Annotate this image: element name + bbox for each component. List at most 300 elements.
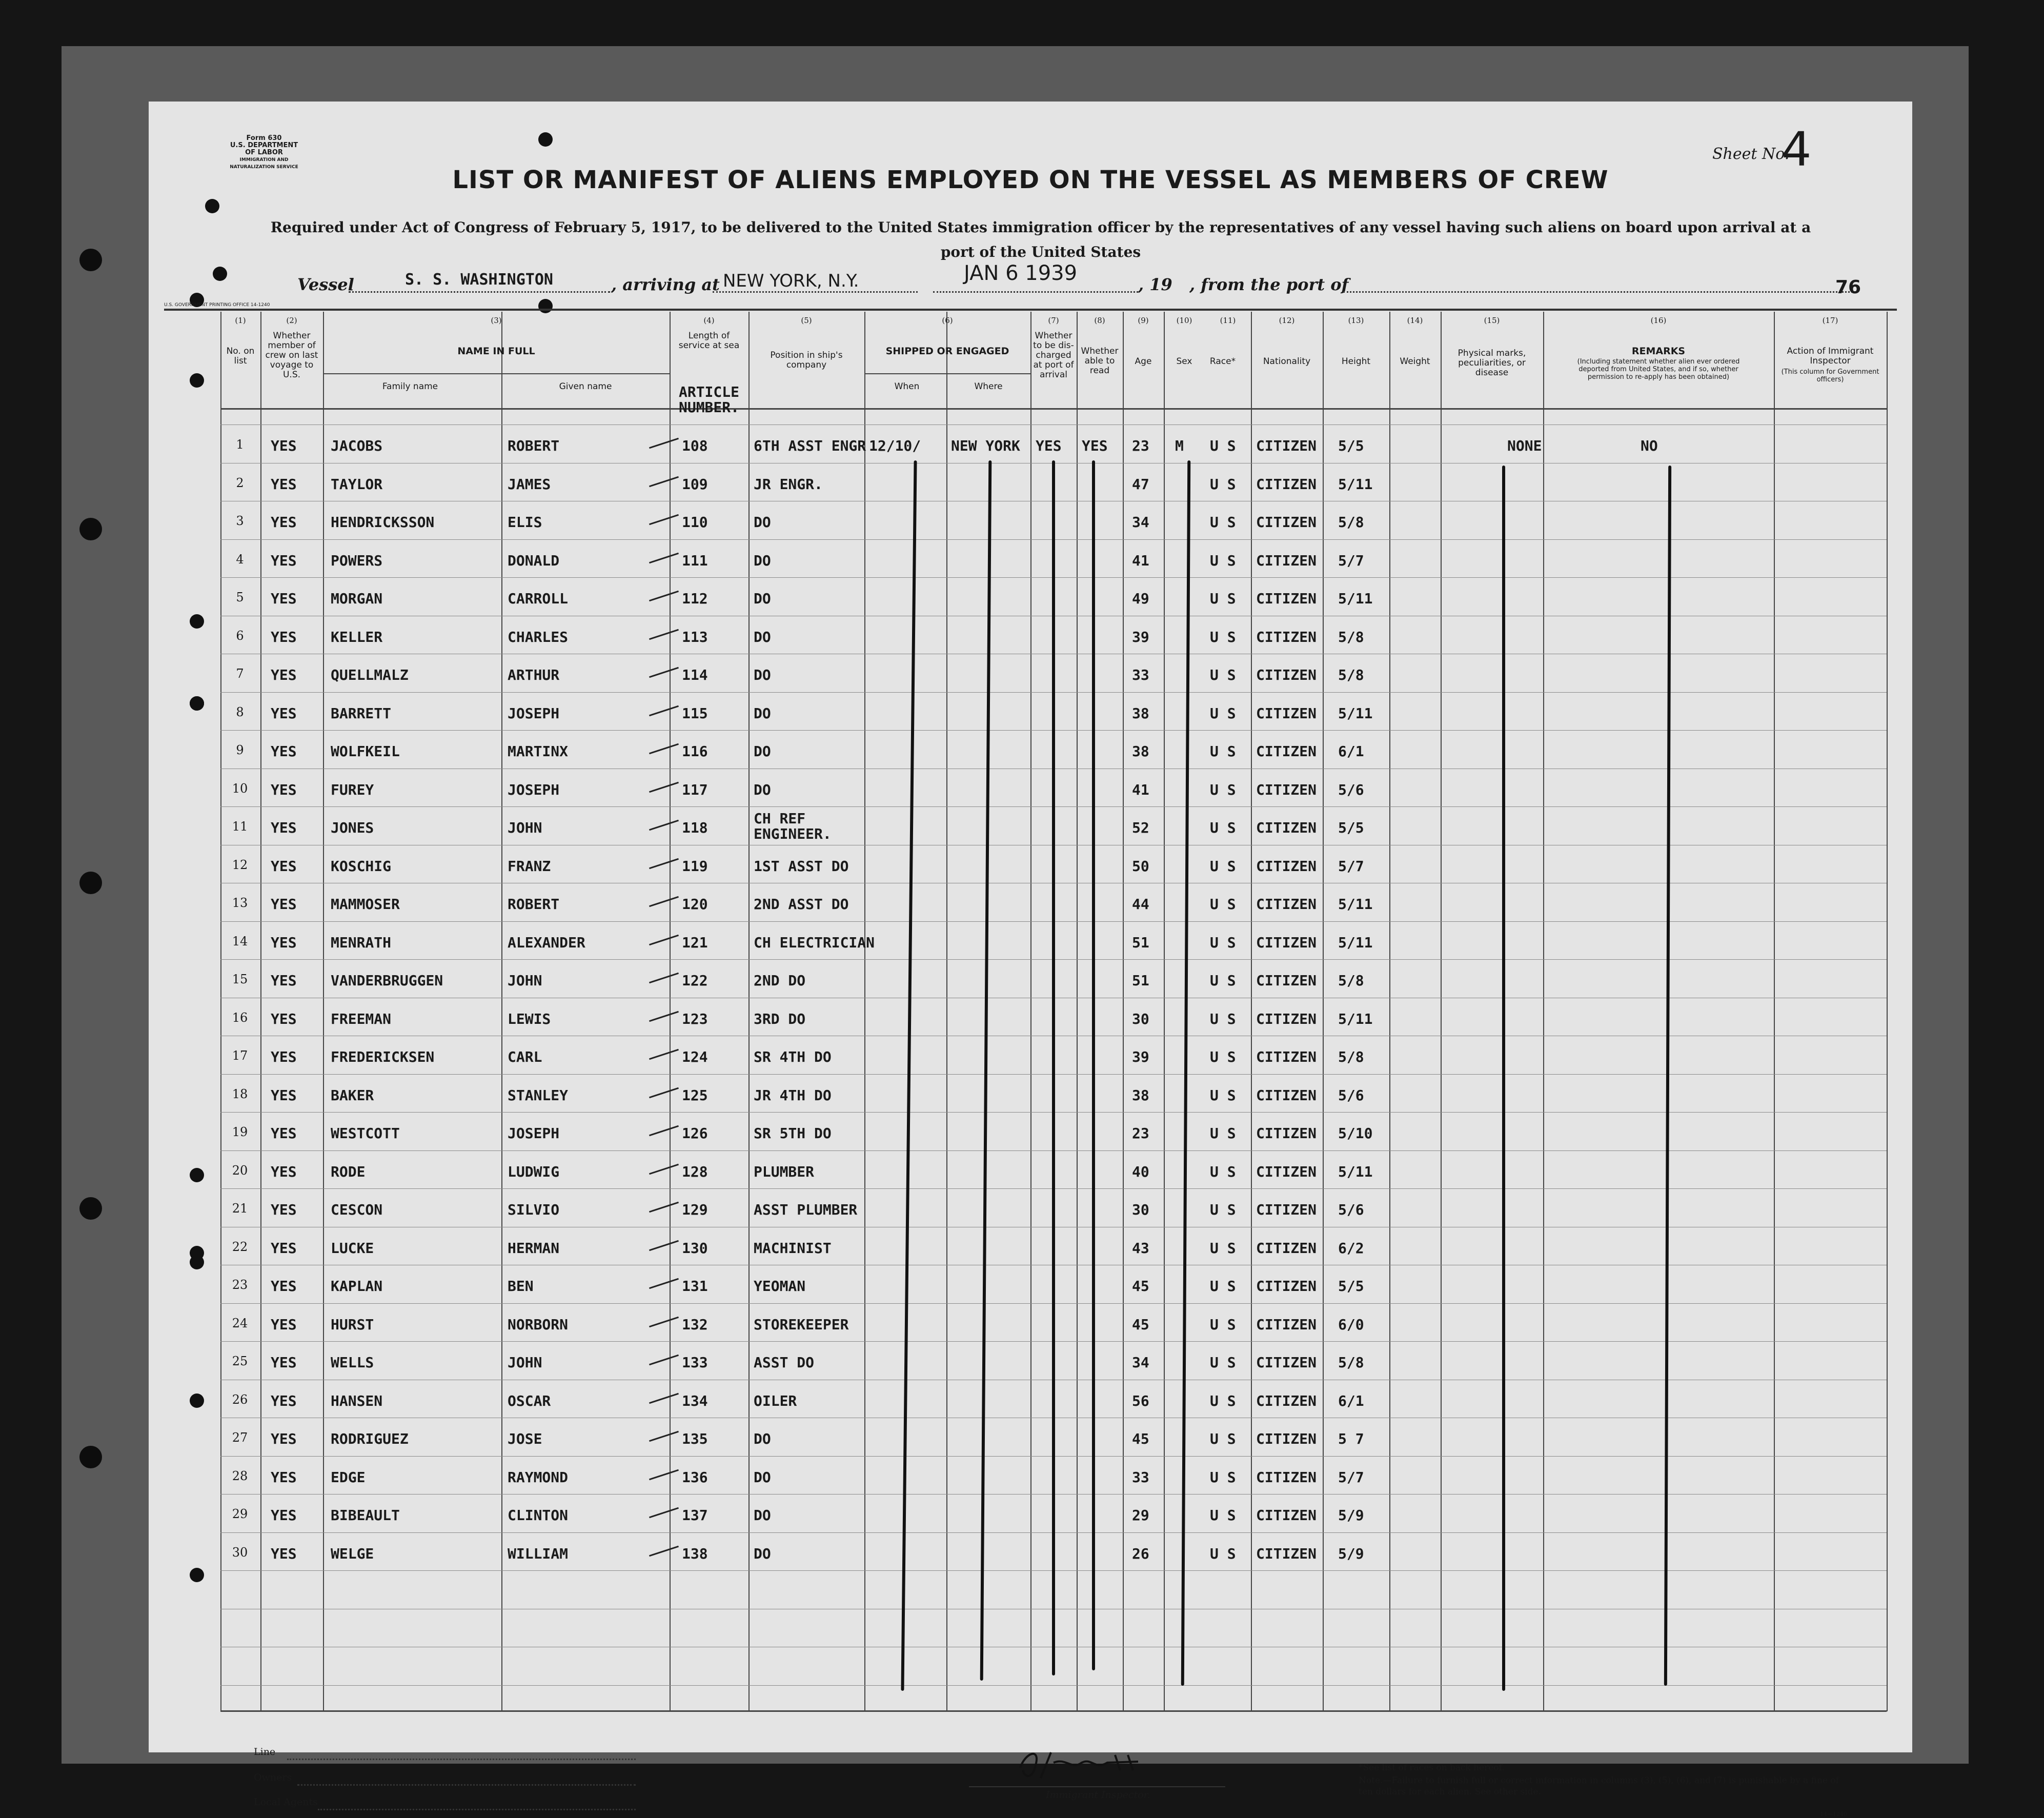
cell-given: CLINTON — [508, 1507, 569, 1524]
page-mark: 76 — [1835, 277, 1861, 298]
cell-when: 12/10/ — [869, 437, 921, 454]
cell-nationality: CITIZEN — [1256, 590, 1317, 607]
table-row — [149, 1163, 1912, 1201]
binder-hole — [79, 1446, 102, 1468]
cell-nationality: CITIZEN — [1256, 1201, 1317, 1218]
col-header-age: Age — [1135, 356, 1152, 367]
cell-age: 30 — [1132, 1201, 1149, 1218]
cell-race: U S — [1210, 1392, 1236, 1409]
cell-race: U S — [1210, 972, 1236, 989]
article-check-mark — [649, 1278, 679, 1289]
cell-prev: YES — [271, 857, 297, 875]
header-bottom-rule — [220, 408, 1887, 410]
cell-prev: YES — [271, 1392, 297, 1409]
cell-remarks: NO — [1641, 437, 1658, 454]
cell-family: EDGE — [331, 1468, 366, 1486]
cell-prev: YES — [271, 628, 297, 645]
cell-family: RODRIGUEZ — [331, 1430, 409, 1447]
cell-prev: YES — [271, 1086, 297, 1104]
cell-no: 30 — [232, 1545, 248, 1560]
col-header-name: NAME IN FULL — [457, 346, 535, 357]
cell-family: TAYLOR — [331, 475, 383, 493]
cell-height: 5/11 — [1338, 1010, 1373, 1027]
cell-race: U S — [1210, 1201, 1236, 1218]
cell-position: DO — [754, 1430, 771, 1447]
article-check-mark — [649, 667, 679, 678]
cell-prev: YES — [271, 590, 297, 607]
article-check-mark — [649, 1202, 679, 1213]
cell-nationality: CITIZEN — [1256, 1316, 1317, 1333]
table-row — [149, 1545, 1912, 1583]
cell-age: 34 — [1132, 1354, 1149, 1371]
cell-age: 41 — [1132, 552, 1149, 569]
cell-race: U S — [1210, 1468, 1236, 1486]
cell-height: 5/11 — [1338, 704, 1373, 722]
col-num: (11) — [1220, 316, 1236, 325]
cell-nationality: CITIZEN — [1256, 1010, 1317, 1027]
cell-height: 5/8 — [1338, 514, 1364, 531]
cell-position: MACHINIST — [754, 1239, 832, 1257]
cell-article: 119 — [682, 857, 708, 875]
cell-given: JOSE — [508, 1430, 542, 1447]
cell-family: POWERS — [331, 552, 383, 569]
cell-article: 124 — [682, 1048, 708, 1065]
cell-position: DO — [754, 743, 771, 760]
cell-race: U S — [1210, 628, 1236, 645]
cell-nationality: CITIZEN — [1256, 1354, 1317, 1371]
cell-prev: YES — [271, 1468, 297, 1486]
cell-article: 111 — [682, 552, 708, 569]
cell-prev: YES — [271, 1010, 297, 1027]
cell-prev: YES — [271, 1278, 297, 1295]
cell-position: ASST DO — [754, 1354, 815, 1371]
table-row — [149, 552, 1912, 590]
cell-no: 20 — [232, 1163, 248, 1178]
article-check-mark — [649, 1431, 679, 1442]
col-header-shipped: SHIPPED OR ENGAGED — [885, 346, 1009, 357]
col-num: (8) — [1094, 316, 1105, 325]
cell-given: STANLEY — [508, 1086, 569, 1104]
cell-position: SR 4TH DO — [754, 1048, 832, 1065]
cell-age: 47 — [1132, 475, 1149, 493]
cell-prev: YES — [271, 475, 297, 493]
col-header-read: Whether able to read — [1081, 346, 1119, 376]
article-check-mark — [649, 1125, 679, 1136]
cell-family: FUREY — [331, 781, 374, 798]
cell-family: BIBEAULT — [331, 1507, 400, 1524]
cell-no: 24 — [232, 1316, 248, 1330]
cell-family: KELLER — [331, 628, 383, 645]
cell-given: JOHN — [508, 819, 542, 836]
cell-prev: YES — [271, 514, 297, 531]
cell-age: 40 — [1132, 1163, 1149, 1180]
cell-family: WELGE — [331, 1545, 374, 1562]
cell-height: 5/11 — [1338, 475, 1373, 493]
cell-age: 26 — [1132, 1545, 1149, 1562]
col-header-given: Given name — [559, 381, 612, 392]
cell-prev: YES — [271, 1354, 297, 1371]
table-row — [149, 1507, 1912, 1545]
cell-article: 135 — [682, 1430, 708, 1447]
cell-height: 5/5 — [1338, 437, 1364, 454]
cell-family: FREDERICKSEN — [331, 1048, 435, 1065]
cell-family: LUCKE — [331, 1239, 374, 1257]
cell-given: FRANZ — [508, 857, 551, 875]
cell-article: 116 — [682, 743, 708, 760]
cell-family: CESCON — [331, 1201, 383, 1218]
cell-age: 51 — [1132, 934, 1149, 951]
cell-article: 128 — [682, 1163, 708, 1180]
cell-race: U S — [1210, 704, 1236, 722]
binder-hole — [79, 1197, 102, 1220]
cell-read: YES — [1082, 437, 1108, 454]
cell-position: 2ND ASST DO — [754, 896, 849, 913]
cell-race: U S — [1210, 437, 1236, 454]
cell-race: U S — [1210, 1354, 1236, 1371]
col-num: (3) — [491, 316, 502, 325]
cell-no: 27 — [232, 1430, 248, 1445]
cell-article: 126 — [682, 1125, 708, 1142]
cell-height: 5/8 — [1338, 628, 1364, 645]
table-row — [149, 896, 1912, 934]
footer-line-label: Line — [254, 1746, 276, 1758]
cell-no: 25 — [232, 1354, 248, 1368]
shipped-subrule — [864, 373, 1030, 374]
footer-code: 14—1240 — [1820, 1811, 1847, 1817]
cell-given: CARL — [508, 1048, 542, 1065]
col-num: (13) — [1348, 316, 1364, 325]
cell-nationality: CITIZEN — [1256, 1468, 1317, 1486]
year-label: , 19 — [1138, 275, 1172, 294]
cell-position: DO — [754, 1468, 771, 1486]
col-header-inspector: Action of Immigrant Inspector — [1787, 346, 1874, 366]
cell-nationality: CITIZEN — [1256, 972, 1317, 989]
cell-height: 5 7 — [1338, 1430, 1364, 1447]
cell-no: 8 — [236, 704, 244, 719]
article-check-mark — [649, 934, 679, 945]
cell-family: FREEMAN — [331, 1010, 392, 1027]
article-check-mark — [649, 781, 679, 792]
ditto-pen-line — [1502, 466, 1505, 1691]
cell-prev: YES — [271, 666, 297, 683]
article-check-mark — [649, 820, 679, 831]
col-num: (9) — [1138, 316, 1149, 325]
vessel-line — [297, 261, 1876, 298]
cell-nationality: CITIZEN — [1256, 437, 1317, 454]
cell-article: 109 — [682, 475, 708, 493]
binder-hole — [79, 518, 102, 540]
cell-age: 44 — [1132, 896, 1149, 913]
article-check-mark — [649, 1392, 679, 1403]
col-header-remarks: REMARKS — [1631, 346, 1686, 357]
cell-race: U S — [1210, 819, 1236, 836]
cell-article: 131 — [682, 1278, 708, 1295]
cell-race: U S — [1210, 1430, 1236, 1447]
cell-race: U S — [1210, 1507, 1236, 1524]
cell-article: 122 — [682, 972, 708, 989]
cell-height: 6/1 — [1338, 743, 1364, 760]
cell-prev: YES — [271, 972, 297, 989]
cell-article: 110 — [682, 514, 708, 531]
cell-position: CH REF ENGINEER. — [754, 810, 832, 842]
cell-position: DO — [754, 514, 771, 531]
cell-given: RAYMOND — [508, 1468, 569, 1486]
cell-nationality: CITIZEN — [1256, 896, 1317, 913]
cell-age: 43 — [1132, 1239, 1149, 1257]
col-header-no: No. on list — [226, 346, 255, 366]
cell-no: 4 — [236, 552, 244, 567]
article-check-mark — [649, 705, 679, 716]
inspector-underline — [969, 1786, 1225, 1787]
cell-race: U S — [1210, 666, 1236, 683]
cell-article: 133 — [682, 1354, 708, 1371]
cell-prev: YES — [271, 743, 297, 760]
cell-family: MENRATH — [331, 934, 392, 951]
cell-given: JOSEPH — [508, 781, 560, 798]
cell-family: HENDRICKSSON — [331, 514, 435, 531]
cell-age: 51 — [1132, 972, 1149, 989]
cell-height: 5/11 — [1338, 934, 1373, 951]
cell-article: 130 — [682, 1239, 708, 1257]
cell-height: 5/9 — [1338, 1545, 1364, 1562]
cell-age: 23 — [1132, 437, 1149, 454]
cell-no: 21 — [232, 1201, 248, 1216]
cell-article: 136 — [682, 1468, 708, 1486]
cell-no: 16 — [232, 1010, 248, 1025]
article-check-mark — [649, 1316, 679, 1327]
ditto-pen-line — [1052, 460, 1055, 1675]
punch-mark — [205, 199, 219, 213]
punch-mark — [213, 267, 227, 281]
cell-position: DO — [754, 1507, 771, 1524]
cell-race: U S — [1210, 1048, 1236, 1065]
cell-age: 29 — [1132, 1507, 1149, 1524]
cell-prev: YES — [271, 819, 297, 836]
arrival-port: NEW YORK, N.Y. — [723, 271, 859, 291]
cell-family: HURST — [331, 1316, 374, 1333]
cell-article: 114 — [682, 666, 708, 683]
cell-family: WOLFKEIL — [331, 743, 400, 760]
col-num: (17) — [1822, 316, 1838, 325]
table-row — [149, 1011, 1912, 1048]
cell-family: KOSCHIG — [331, 857, 392, 875]
table-row — [149, 590, 1912, 628]
cell-nationality: CITIZEN — [1256, 1278, 1317, 1295]
cell-position: DO — [754, 666, 771, 683]
punch-mark — [190, 373, 204, 388]
cell-nationality: CITIZEN — [1256, 514, 1317, 531]
cell-race: U S — [1210, 475, 1236, 493]
cell-family: HANSEN — [331, 1392, 383, 1409]
cell-height: 5/11 — [1338, 590, 1373, 607]
cell-height: 5/6 — [1338, 1086, 1364, 1104]
cell-nationality: CITIZEN — [1256, 628, 1317, 645]
cell-given: ALEXANDER — [508, 934, 585, 951]
cell-age: 49 — [1132, 590, 1149, 607]
cell-position: DO — [754, 590, 771, 607]
cell-nationality: CITIZEN — [1256, 1163, 1317, 1180]
cell-position: DO — [754, 704, 771, 722]
cell-race: U S — [1210, 934, 1236, 951]
cell-height: 5/6 — [1338, 1201, 1364, 1218]
cell-family: BARRETT — [331, 704, 392, 722]
article-check-mark — [649, 1469, 679, 1480]
cell-given: HERMAN — [508, 1239, 560, 1257]
table-row — [149, 1087, 1912, 1125]
sheet-label: Sheet No. — [1712, 145, 1790, 163]
cell-given: LEWIS — [508, 1010, 551, 1027]
cell-given: JOSEPH — [508, 704, 560, 722]
cell-nationality: CITIZEN — [1256, 934, 1317, 951]
cell-article: 138 — [682, 1545, 708, 1562]
article-check-mark — [649, 973, 679, 983]
col-header-marks: Physical marks, peculiarities, or disease — [1458, 348, 1526, 378]
cell-nationality: CITIZEN — [1256, 743, 1317, 760]
article-check-mark — [649, 858, 679, 868]
cell-given: CARROLL — [508, 590, 569, 607]
table-row — [149, 1048, 1912, 1086]
table-row — [149, 743, 1912, 781]
cell-height: 5/8 — [1338, 1048, 1364, 1065]
cell-position: ASST PLUMBER — [754, 1201, 858, 1218]
cell-race: U S — [1210, 1010, 1236, 1027]
cell-article: 117 — [682, 781, 708, 798]
article-check-mark — [649, 1087, 679, 1098]
row-rule — [220, 1685, 1887, 1686]
cell-prev: YES — [271, 1430, 297, 1447]
cell-given: JOHN — [508, 1354, 542, 1371]
cell-prev: YES — [271, 781, 297, 798]
cell-height: 5/11 — [1338, 1163, 1373, 1180]
cell-position: 3RD DO — [754, 1010, 806, 1027]
cell-position: DO — [754, 628, 771, 645]
cell-height: 5/6 — [1338, 781, 1364, 798]
cell-height: 5/8 — [1338, 972, 1364, 989]
cell-position: 1ST ASST DO — [754, 857, 849, 875]
footer-agents-label: Local Agents — [254, 1796, 318, 1808]
cell-given: ROBERT — [508, 896, 560, 913]
cell-position: PLUMBER — [754, 1163, 815, 1180]
cell-prev: YES — [271, 704, 297, 722]
table-row — [149, 1354, 1912, 1392]
cell-article: 137 — [682, 1507, 708, 1524]
col-header-family: Family name — [382, 381, 438, 392]
col-header-where: Where — [974, 381, 1003, 392]
race-note: *See list of races on back hereof. — [1359, 1763, 1505, 1773]
cell-age: 38 — [1132, 743, 1149, 760]
article-check-mark — [649, 1240, 679, 1250]
cell-age: 56 — [1132, 1392, 1149, 1409]
cell-no: 10 — [232, 781, 248, 796]
table-row — [149, 1278, 1912, 1316]
col-num: (16) — [1650, 316, 1667, 325]
ditto-pen-line — [1092, 460, 1095, 1670]
article-check-mark — [649, 438, 679, 449]
cell-no: 22 — [232, 1239, 248, 1254]
from-port-label: , from the port of — [1189, 275, 1349, 294]
cell-given: JAMES — [508, 475, 551, 493]
arrival-date: JAN 6 1939 — [964, 261, 1078, 285]
cell-given: DONALD — [508, 552, 560, 569]
cell-family: QUELLMALZ — [331, 666, 409, 683]
sheet-number: 4 — [1782, 122, 1812, 177]
manifest-page — [149, 102, 1912, 1817]
inspector-signature — [1005, 1742, 1210, 1783]
cell-family: JONES — [331, 819, 374, 836]
cell-article: 118 — [682, 819, 708, 836]
cell-age: 38 — [1132, 704, 1149, 722]
binder-hole — [79, 249, 102, 271]
table-row — [149, 1469, 1912, 1507]
arriving-label: , arriving at — [611, 275, 720, 294]
cell-race: U S — [1210, 1545, 1236, 1562]
col-header-article: ARTICLE NUMBER. — [678, 383, 739, 416]
cell-article: 115 — [682, 704, 708, 722]
cell-nationality: CITIZEN — [1256, 475, 1317, 493]
cell-race: U S — [1210, 1163, 1236, 1180]
cell-race: U S — [1210, 1125, 1236, 1142]
cell-article: 108 — [682, 437, 708, 454]
cell-given: WILLIAM — [508, 1545, 569, 1562]
cell-family: MORGAN — [331, 590, 383, 607]
cell-family: KAPLAN — [331, 1278, 383, 1295]
cell-prev: YES — [271, 934, 297, 951]
cell-age: 52 — [1132, 819, 1149, 836]
cell-prev: YES — [271, 1125, 297, 1142]
cell-race: U S — [1210, 781, 1236, 798]
cell-nationality: CITIZEN — [1256, 1048, 1317, 1065]
table-row — [149, 972, 1912, 1010]
cell-given: LUDWIG — [508, 1163, 560, 1180]
cell-position: CH ELECTRICIAN — [754, 934, 875, 951]
cell-race: U S — [1210, 1239, 1236, 1257]
col-header-service: Length of service at sea — [678, 331, 740, 351]
cell-height: 5/5 — [1338, 1278, 1364, 1295]
article-check-mark — [649, 552, 679, 563]
cell-no: 2 — [236, 475, 244, 490]
cell-height: 5/10 — [1338, 1125, 1373, 1142]
table-top-rule — [164, 309, 1897, 311]
table-row — [149, 1240, 1912, 1278]
col-header-race: Race* — [1209, 356, 1236, 367]
cell-no: 5 — [236, 590, 244, 604]
cell-nationality: CITIZEN — [1256, 704, 1317, 722]
cell-nationality: CITIZEN — [1256, 857, 1317, 875]
cell-nationality: CITIZEN — [1256, 1086, 1317, 1104]
cell-no: 9 — [236, 743, 244, 757]
vessel-label: Vessel — [297, 275, 354, 294]
cell-no: 26 — [232, 1392, 248, 1407]
col-num: (7) — [1048, 316, 1059, 325]
service: IMMIGRATION AND NATURALIZATION SERVICE — [230, 157, 298, 170]
footer-owners-label: Owners — [254, 1772, 292, 1783]
table-row — [149, 934, 1912, 972]
article-check-mark — [649, 1355, 679, 1365]
cell-no: 28 — [232, 1468, 248, 1483]
col-num: (14) — [1407, 316, 1423, 325]
cell-race: U S — [1210, 896, 1236, 913]
cell-article: 132 — [682, 1316, 708, 1333]
cell-prev: YES — [271, 1545, 297, 1562]
vessel-name: S. S. WASHINGTON — [405, 271, 553, 289]
cell-position: OILER — [754, 1392, 797, 1409]
form-number: Form 630 — [246, 134, 282, 142]
cell-age: 45 — [1132, 1430, 1149, 1447]
cell-position: DO — [754, 552, 771, 569]
cell-no: 7 — [236, 666, 244, 681]
col-num: (12) — [1279, 316, 1295, 325]
table-row — [149, 666, 1912, 704]
